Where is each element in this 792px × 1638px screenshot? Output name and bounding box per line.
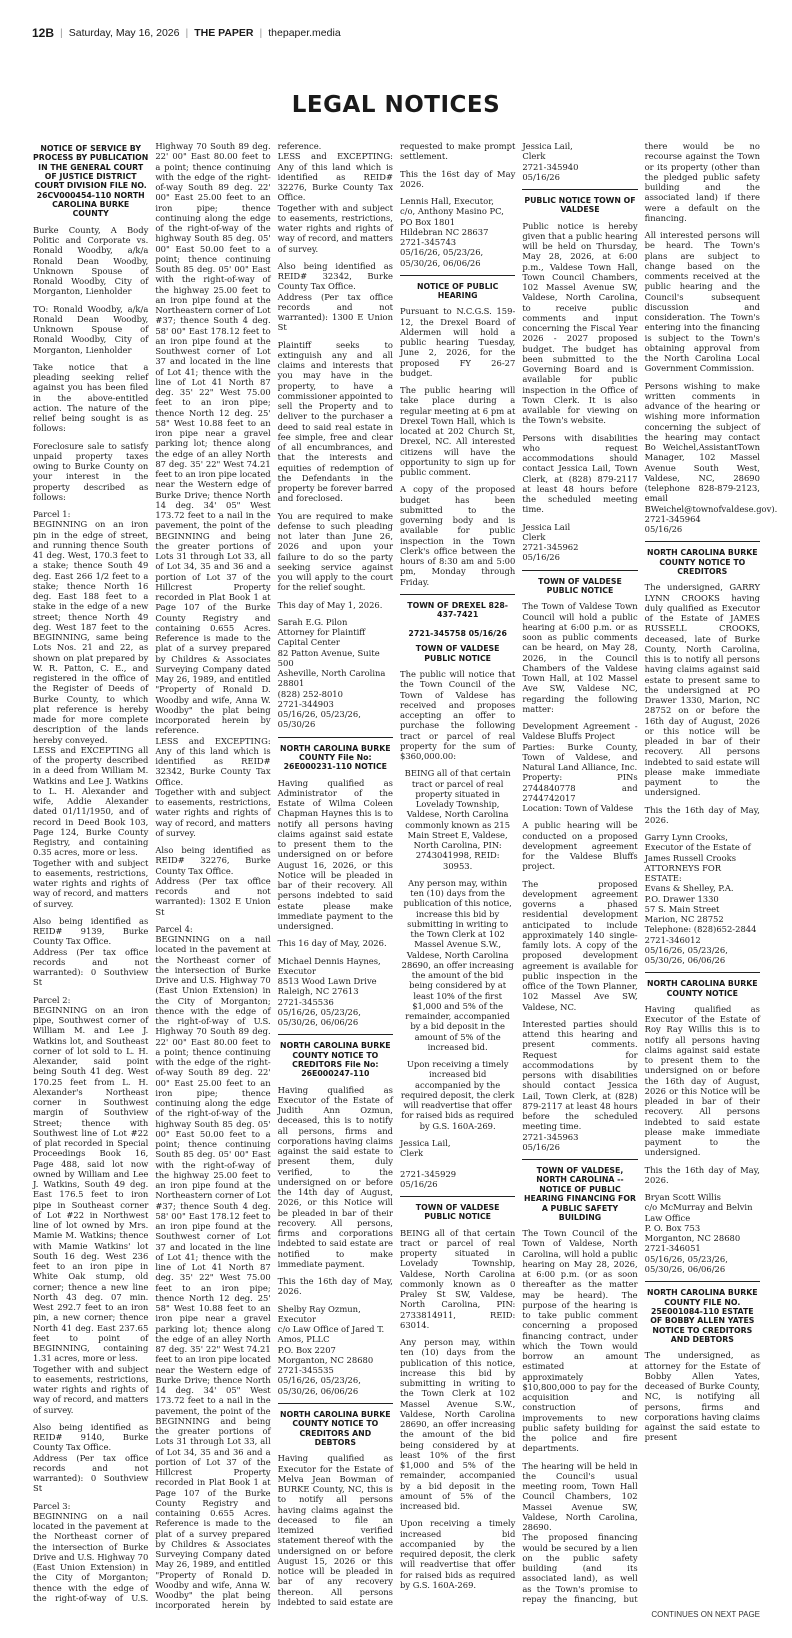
notice-paragraph: The proposed development agreement governs a phased residential development anticipated to include approximately 140 single-family lots. A copy of the proposed development agreement is available for public inspection in the office of the Town Planner, 102 Massel Ave SW, Valdese, NC. <box>522 878 638 1012</box>
notice-paragraph: Public notice is hereby given that a public hearing will be held on Thursday, May 28, 2026, at 6:00 p.m., Valdese Town Hall, Town Council Chambers, 102 Massel Avenue SW, Valdese, North Carolina, to receive public comments and input concerning the Fiscal Year 2026 - 2027 proposed budget. The budget has been submitted to the Governing Board and is available for public inspection in the Office of Town Clerk. It is also available for viewing on the Town's website. <box>522 220 638 426</box>
notice-paragraph: The Town of Valdese Town Council will hold a public hearing at 6:00 p.m. or as soon as public comments can be heard, on May 28, 2026, in the Council Chambers of the Valdese Town Hall, at 102 Massel Ave SW, Valdese NC, regarding the following matter: <box>522 601 638 714</box>
notice-paragraph: This the 16th day of May, 2026. <box>644 804 760 825</box>
notice-paragraph: Having qualified as Executor of the Estate of Judith Ann Ozmun, deceased, this is to notify all persons, firms and corporations having claims against the said estate to present them, duly verified, to the undersigned on or before the 14th day of August, 2026, or this Notice will be pleaded in bar of their recovery. All persons, firms and corporations indebted to said estate are notified to make immediate payment. <box>277 1084 393 1269</box>
notice-heading: TOWN OF VALDESE, NORTH CAROLINA -- NOTICE OF PUBLIC HEARING FINANCING FOR A PUBLIC SAFETY BUILDING <box>523 1166 636 1222</box>
notice-paragraph: Parcel 2: BEGINNING on an iron pipe, Southwest corner of William M. and Lee J. Watkins lot, and Southeast corner of lot sold to L. H. Alexander, said point being South 41 deg. West 170.25 feet from L. H. Alexander's Northeast corner in Southwest margin of Southview Street; thence with Southwest line of Lot #22 of plat recorded in Special Proceedings Book 16, Page 488, said lot now owned by William and Lee J. Watkins, South 49 deg. East 176.5 feet to iron pipe in Southeast corner of Lot #22 in Northwest line of lot owned by Mrs. Mamie M. Watkins; thence with Mamie Watkins' lot South 16 deg. West 236 feet to an iron pipe in White Oak stump, old corner; thence a new line North 43 deg. 07 min. West 292.7 feet to an iron pin, a new corner; thence North 41 deg. East 237.65 feet to point of BEGINNING, containing 1.31 acres, more or less. Together with and subject to easements, restrictions, water rights and rights of way of record, and matters of survey. <box>33 994 149 1415</box>
notice-paragraph: The undersigned, GARRY LYNN CROOKS having duly qualified as Executor of the Estate of JAMES RUSSELL CROOKS, deceased, late of Burke County, North Carolina, this is to notify all persons having claims against said estate to present same to the undersigned at PO Drawer 1330, Marion, NC 28752 on or before the 16th day of August, 2026 or this notice will be pleaded in bar of their recovery. All persons indebted to said estate will please make immediate payment to the undersigned. <box>644 582 760 798</box>
notice-paragraph: This the 16st day of May 2026. <box>399 168 516 189</box>
notice-paragraph: Parcel 4: BEGINNING on a nail located in the pavement at the Northeast corner of the intersection of Burke Drive and U.S. Highway 70 (East Union Extension) in the City of Morganton; thence with the edge of the right-of-way of U.S. Highway 70 South 89 deg. 22' 00" East 80.00 feet to a point; thence continuing with the edge of the right-of-way South 89 deg. 22' 00" East 25.00 feet to an iron pipe; thence continuing along the edge of the right-of-way of the highway South 85 deg. 05' 00" East 50.00 feet to a point; thence continuing South 85 deg. 05' 00" East with the right-of-way of the highway 25.00 feet to an iron pipe found at the Northeastern corner of Lot #37; thence South 4 deg. 58' 00" East 178.12 feet to an iron pipe found at the Southwest corner of Lot 37 and located in the line of Lot 41; thence with the line of Lot 41 North 87 deg. 35' 22" West 75.00 feet to an iron pipe; thence North 12 deg. 25' 58" West 10.88 feet to an iron pipe near a gravel parking lot; thence along the edge of an alley North 87 deg. 35' 22" West 74.21 feet to an iron pipe located near the Western edge of Burke Drive; thence North 14 deg. 34' 05" West 173.72 feet to a nail in the pavement, the point of the BEGINNING and being the greater portions of Lots 31 through Lot 33, all of Lot 34, 35 and 36 and a portion of Lot 37 of the Hillcrest Property recorded in Plat Book 1 at Page 107 of the Burke County Registry and containing 0.655 Acres. Reference is made to the plat of a survey prepared by Childres & Associates Surveying Company dated May 26, 1989, and entitled "Property of Ronald D. Woodby and wife, Anna W. Woodby" the plat being incorporated herein by reference. LESS and EXCEPTING: Any of this land which is identified as REID# 32276, Burke County Tax Office. Together with and subject to easements, restrictions, water rights and rights of way of record, and matters of survey. <box>155 141 393 1611</box>
notice-paragraph: BEING all of that certain tract or parcel of real property situated in Lovelady Township, Valdese, North Carolina commonly known as 215 Main Street E, Valdese, North Carolina, PIN: 2743041998, REID: 30953. <box>404 768 511 871</box>
notice-paragraph: Plaintiff seeks to extinguish any and all claims and interests that you may have in the property, to have a commissioner appointed to sell the Property and to deliver to the purchaser a deed to said real estate in fee simple, free and clear of all encumbrances, and that the interests and equities of redemption of the Defendants in the property be forever barred and foreclosed. <box>277 339 393 504</box>
notice-paragraph: Upon receiving a timely increased bid accompanied by the required deposit, the clerk will readvertise that offer for raised bids as required by G.S. 160A-269. <box>400 1059 515 1131</box>
notice-paragraph: Jessica Lail Clerk 2721-345962 05/16/26 <box>522 521 579 563</box>
notice-paragraph: The Town Council of the Town of Valdese, North Carolina, will hold a public hearing on May 28, 2026, at 6:00 p.m. (or as soon thereafter as the matter may be heard). The purpose of the hearing is to take public comment concerning a proposed financing contract, under which the Town would borrow an amount estimated at approximately $10,800,000 to pay for the acquisition and construction of improvements to new public safety building for the police and fire departments. <box>522 1228 638 1454</box>
masthead <box>32 26 760 40</box>
continues-note: CONTINUES ON NEXT PAGE <box>651 1610 760 1619</box>
notice-paragraph: Persons with disabilities who request accommodations should contact Jessica Lail, Town Clerk, at (828) 879-2117 at least 48 hours before the scheduled meeting time. <box>522 432 638 515</box>
notice-paragraph: A copy of the proposed budget has been submitted to the governing body and is available for public inspection in the Town Clerk's office between the hours of 8:30 am and 5:00 pm, Monday through Friday. <box>399 484 516 587</box>
notice-paragraph: Also being identified as REID# 32342, Burke County Tax Office. Address (Per tax office records and not warranted): 1300 E Union St <box>277 260 393 333</box>
notice-paragraph: Take notice that a pleading seeking relief against you has been filed in the above-entitled action. The nature of the relief being sought is as follows: <box>33 361 149 434</box>
notice-divider <box>278 1034 393 1035</box>
notice-heading: TOWN OF DREXEL 828-437-7421 2721-345758 05/16/26 <box>407 600 509 638</box>
page-number: 12B <box>32 26 55 40</box>
paper-name: THE PAPER <box>194 27 254 39</box>
notice-paragraph: Persons wishing to make written comments in advance of the hearing or wishing more information concerning the subject of the hearing may contact Bo Weichel,AssistantTown Manager, 102 Massel Avenue South West, Valdese, NC, 28690 (telephone 828-879-2123, email BWeichel@townofvaldese.gov). 2721-345964 05/16/26 <box>644 380 778 534</box>
notice-paragraph: Having qualified as Executor for the Estate of Melva Jean Bowman of BURKE County, NC, this is to notify all persons having claims against the deceased to file an itemized verified statement thereof with the undersigned on or before August 15, 2026 or this notice will be pleaded in bar of any recovery thereon. All persons indebted to said estate are requested to make prompt settlement. <box>277 141 516 1607</box>
site-link[interactable]: thepaper.media <box>268 27 341 39</box>
notice-heading: NORTH CAROLINA BURKE COUNTY NOTICE <box>647 979 758 998</box>
notice-paragraph: The public hearing will take place during a regular meeting at 6 pm at Drexel Town Hall, which is located at 202 Church St, Drexel, NC. All interested citizens will have the opportunity to sign up for public comment. <box>399 385 516 478</box>
notice-heading: PUBLIC NOTICE TOWN OF VALDESE <box>524 196 636 215</box>
notice-divider <box>645 541 760 542</box>
notice-paragraph: Jessica Lail, Clerk 2721-345929 05/16/26 <box>399 1137 457 1189</box>
notice-paragraph: Lennis Hall, Executor, c/o, Anthony Masino PC, PO Box 1801 Hildebran NC 28637 2721-345743 05/16/26, 05/23/26, 05/30/26, 06/06/26 <box>399 196 504 268</box>
notice-paragraph: Garry Lynn Crooks, Executor of the Estate of James Russell Crooks ATTORNEYS FOR ESTATE: Evans & Shelley, P.A. P.O. Drawer 1330 57 S. Main Street Marion, NC 28752 Telephone: (828)652-2844 2721-346012 05/16/26, 05/23/26, 05/30/26, 06/06/26 <box>644 832 757 966</box>
notice-heading: NOTICE OF SERVICE BY PROCESS BY PUBLICATION IN THE GENERAL COURT OF JUSTICE DISTRICT COURT DIVISION FILE NO. 26CV000454-110 NORTH CAROLINA BURKE COUNTY <box>33 144 149 219</box>
notice-divider <box>278 737 393 738</box>
notice-heading: NORTH CAROLINA BURKE COUNTY File No: 26E000231-110 NOTICE <box>280 743 391 772</box>
notice-divider <box>522 1159 637 1160</box>
notice-paragraph: Shelby Ray Ozmun, Executor c/o Law Office of Jared T. Amos, PLLC P.O. Box 2207 Morganton, NC 28680 2721-345535 05/16/26, 05/23/26, 05/30/26, 06/06/26 <box>277 1303 385 1396</box>
notice-paragraph: Jessica Lail, Clerk 2721-345940 05/16/26 <box>522 141 579 182</box>
notice-paragraph: Pursuant to N.C.G.S. 159-12, the Drexel Board of Aldermen will hold a public hearing Tuesday, June 2, 2026, for the proposed FY 26-27 budget. <box>399 306 516 378</box>
notice-paragraph: Having qualified as Administrator of the Estate of Wilma Coleen Chapman Haynes this is to notify all persons having claims against said estate to present them to the undersigned on or before August 16, 2026, or this Notice will be pleaded in bar of their recovery. All persons indebted to said estate please make immediate payment to the undersigned. <box>277 777 393 932</box>
notice-paragraph: Interested parties should attend this hearing and present comments. Request for accommodations by persons with disabilities should contact Jessica Lail, Town Clerk, at (828) 879-2117 at least 48 hours before the scheduled meeting time. 2721-345963 05/16/26 <box>522 1018 638 1152</box>
notice-heading: NORTH CAROLINA BURKE COUNTY NOTICE TO CREDITORS <box>647 548 758 576</box>
notice-paragraph: The public will notice that the Town Council of the Town of Valdese has received and proposes accepting an offer to purchase the following tract or parcel of real property for the sum of $360,000.00: <box>399 669 516 761</box>
notice-paragraph: Foreclosure sale to satisfy unpaid property taxes owing to Burke County on your interest in the property described as follows: <box>33 440 149 502</box>
notice-paragraph: Parcel 1: BEGINNING on an iron pin in the edge of street, and running thence South 41 deg. West, 170.3 feet to a stake; thence South 49 deg. East 266 1/2 feet to a stake; thence North 16 deg. East 188 feet to a stake in the edge of a new street; thence North 49 deg. West 187 feet to the BEGINNING, same being Lots Nos. 21 and 22, as shown on plat prepared by W. R. Patton, C. E., and registered in the office of the Register of Deeds of Burke County, to which plat reference is hereby made for more complete description of the lands hereby conveyed. LESS and EXCEPTING all of the property described in a deed from William M. Watkins and Lee J. Watkins to L. H. Alexander and wife, Addie Alexander dated 01/11/1950, and of record in Deed Book 103, Page 124, Burke County Registry, and containing 0.35 acres, more or less. Together with and subject to easements, restrictions, water rights and rights of way of record, and matters of survey. <box>33 509 149 909</box>
notice-divider <box>278 1403 393 1404</box>
notice-heading: NORTH CAROLINA BURKE COUNTY NOTICE TO CREDITORS File No: 26E000247-110 <box>280 1041 391 1079</box>
notice-paragraph: BEING all of that certain tract or parcel of real property situated in Lovelady Township, Valdese, North Carolina commonly known as 0 Praley St SW, Valdese, North Carolina, PIN: 2733814911, REID: 63014. <box>399 1227 516 1330</box>
notice-divider <box>522 570 637 571</box>
notice-divider <box>522 189 637 190</box>
issue-date: Saturday, May 16, 2026 <box>68 27 180 39</box>
notice-heading: TOWN OF VALDESE PUBLIC NOTICE <box>538 576 622 596</box>
notice-paragraph: Upon receiving a timely increased bid accompanied by the required deposit, the clerk will readvertise that offer for raised bids as required by G.S. 160A-269. <box>399 1518 516 1590</box>
notice-paragraph: Burke County, A Body Politic and Corporate vs. Ronald Woodby, a/k/a Ronald Dean Woodby, Unknown Spouse of Ronald Woodby, City of Morganton, Lienholder <box>33 224 149 297</box>
notice-divider <box>645 1281 760 1282</box>
notice-paragraph: TO: Ronald Woodby, a/k/a Ronald Dean Woodby, Unknown Spouse of Ronald Woodby, City of Morganton, Lienholder <box>33 303 149 355</box>
notice-paragraph: Any person may, within ten (10) days from the publication of this notice, increase this bid by submitting in writing to the Town Clerk at 102 Massel Avenue S.W., Valdese, North Carolina 28690, an offer increasing the amount of the bid being considered by at least 10% of the first $1,000 and 5% of the remainder, accompanied by a bid deposit in the amount of 5% of the increased bid. <box>401 877 514 1052</box>
section-title: LEGAL NOTICES <box>291 92 501 118</box>
separator: | <box>259 27 263 39</box>
notice-divider <box>400 1196 515 1197</box>
notice-paragraph: All interested persons will be heard. The Town's plans are subject to change based on the comments received at the public hearing and the Council's subsequent discussion and consideration. The Town's entering into the financing is subject to the Town's obtaining approval from the North Carolina Local Government Commission. <box>644 230 760 374</box>
notice-paragraph: Development Agreement - Valdese Bluffs Project Parties: Burke County, Town of Valdese, and Natural Land Alliance, Inc. Property: PINs 2744840778 and 2744742017 Location: Town of Valdese <box>522 721 638 814</box>
notice-heading: NORTH CAROLINA BURKE COUNTY NOTICE TO CREDITORS AND DEBTORS <box>280 1409 391 1447</box>
notice-paragraph: This 16 day of May, 2026. <box>277 938 387 949</box>
notice-divider <box>400 275 515 276</box>
notice-paragraph: Also being identified as REID# 32276, Burke County Tax Office. Address (Per tax office records and not warranted): 1302 E Union St <box>155 845 271 917</box>
notice-divider <box>400 594 515 595</box>
notice-paragraph: A public hearing will be conducted on a proposed development agreement for the Valdese Bluffs project. <box>522 820 638 872</box>
notice-heading: TOWN OF VALDESE PUBLIC NOTICE <box>415 644 500 663</box>
notice-paragraph: This the 16th day of May, 2026. <box>644 1164 760 1185</box>
separator: | <box>60 27 63 39</box>
notice-heading: TOWN OF VALDESE PUBLIC NOTICE <box>415 1203 500 1222</box>
notice-paragraph: You are required to make defense to such pleading not later than June 26, 2026 and upon your failure to do so the party seeking service against you will apply to the court for the relief sought. <box>277 510 393 593</box>
notice-paragraph: The undersigned, as attorney for the Estate of Bobby Allen Yates, deceased of Burke County, NC, is notifying all persons, firms and corporations having claims against the said estate to present <box>644 1350 760 1443</box>
notice-paragraph: This the 16th day of May, 2026. <box>277 1276 393 1297</box>
notice-paragraph: Bryan Scott Willis c/o McMurray and Belvin Law Office P. O. Box 753 Morganton, NC 28680 2721-346051 05/16/26, 05/23/26, 05/30/26, 06/06/26 <box>644 1192 753 1274</box>
notice-paragraph: The hearing will be held in the Council's usual meeting room, Town Hall Council Chambers, 102 Massei Avenue SW, Valdese, North Carolina, 28690. The proposed financing would be secured by a lien on the public safety building (and its associated land), as well as the Town's promise to repay the financing, but there would be no recourse against the Town or its property (other than the pledged public safety building and the associated land) if there were a default on the financing. <box>522 141 760 1604</box>
notices-columns <box>33 141 778 1611</box>
notice-paragraph: This day of May 1, 2026. <box>277 599 383 610</box>
notice-paragraph: Michael Dennis Haynes, Executor 8513 Wood Lawn Drive Raleigh, NC 27613 2721-345536 05/16/26, 05/23/26, 05/30/26, 06/06/26 <box>277 955 381 1028</box>
notice-paragraph: Parcel 3: BEGINNING on a nail located in the pavement at the Northeast corner of the intersection of Burke Drive and U.S. Highway 70 (East Union Extension) in the City of Morganton; thence with the edge of the right-of-way of U.S. Highway 70 South 89 deg. 22' 00" East 80.00 feet to a point; thence continuing with the edge of the right-of-way South 89 deg. 22' 00" East 25.00 feet to an iron pipe; thence continuing along the edge of the right-of-way of the highway South 85 deg. 05' 00" East 50.00 feet to a point; thence continuing South 85 deg. 05' 00" East with the right-of-way of the highway 25.00 feet to an iron pipe found at the Northeastern corner of Lot #37; thence South 4 deg. 58' 00" East 178.12 feet to an iron pipe found at the Southwest corner of Lot 37 and located in the line of Lot 41; thence with the line of Lot 41 North 87 deg. 35' 22" West 75.00 feet to an iron pipe; thence North 12 deg. 25' 58" West 10.88 feet to an iron pipe near a gravel parking lot; thence along the edge of an alley North 87 deg. 35' 22" West 74.21 feet to an iron pipe located near the Western edge of Burke Drive; thence North 14 deg. 34' 05" West 173.72 feet to a nail in the pavement, the point of the BEGINNING and being the greater portions of Lots 31 through Lot 33, all of Lot 34, 35 and 36 and a portion of Lot 37 of the Hillcrest Property recorded in Plat Book 1 at Page 107 of the Burke County Registry and containing 0.655 Acres. Reference is made to the plat of a survey prepared by Childres & Associates Surveying Company dated May 26, 1989, and entitled "Property of Ronald D. Woodby and wife, Anna W. Woodby" the plat being incorporated herein by reference. LESS and EXCEPTING: Any of this land which is identified as REID# 32342, Burke County Tax Office. Together with and subject to easements, restrictions, water rights and rights of way of record, and matters of survey. <box>33 141 271 1603</box>
notice-paragraph: Also being identified as REID# 9140, Burke County Tax Office. Address (Per tax office records and not warranted): 0 Southview St <box>33 1421 149 1494</box>
notice-paragraph: Sarah E.G. Pilon Attorney for Plaintiff Capital Center 82 Patton Avenue, Suite 500 Asheville, North Carolina 28801 (828) 252-8010 2721-344903 05/16/26, 05/23/26, 05/30/26 <box>277 616 386 730</box>
notice-divider <box>645 972 760 973</box>
separator: | <box>185 27 189 39</box>
notice-paragraph: Having qualified as Executor of the Estate of Roy Ray Willis this is to notify all persons having claims against said estate to present them to the undersigned on or before the 16th day of August, 2026 or this Notice will be pleaded in bar of their recovery. All persons indebted to said estate please make immediate payment to the undersigned. <box>644 1003 760 1158</box>
notice-heading: NOTICE OF PUBLIC HEARING <box>416 281 499 301</box>
notice-heading: NORTH CAROLINA BURKE COUNTY FILE NO. 25E001084-110 ESTATE OF BOBBY ALLEN YATES NOTICE TO CREDITORS AND DEBTORS <box>647 1288 758 1344</box>
notice-paragraph: Also being identified as REID# 9139, Burke County Tax Office. Address (Per tax office records and not warranted): 0 Southview St <box>33 915 149 988</box>
notice-paragraph: Any person may, within ten (10) days from the publication of this notice, increase this bid by submitting in writing to the Town Clerk at 102 Massel Avenue S.W., Valdese, North Carolina 28690, an offer increasing the amount of the bid being considered by at least 10% of the first $1,000 and 5% of the remainder, accompanied by a bid deposit in the amount of 5% of the increased bid. <box>399 1337 516 1512</box>
